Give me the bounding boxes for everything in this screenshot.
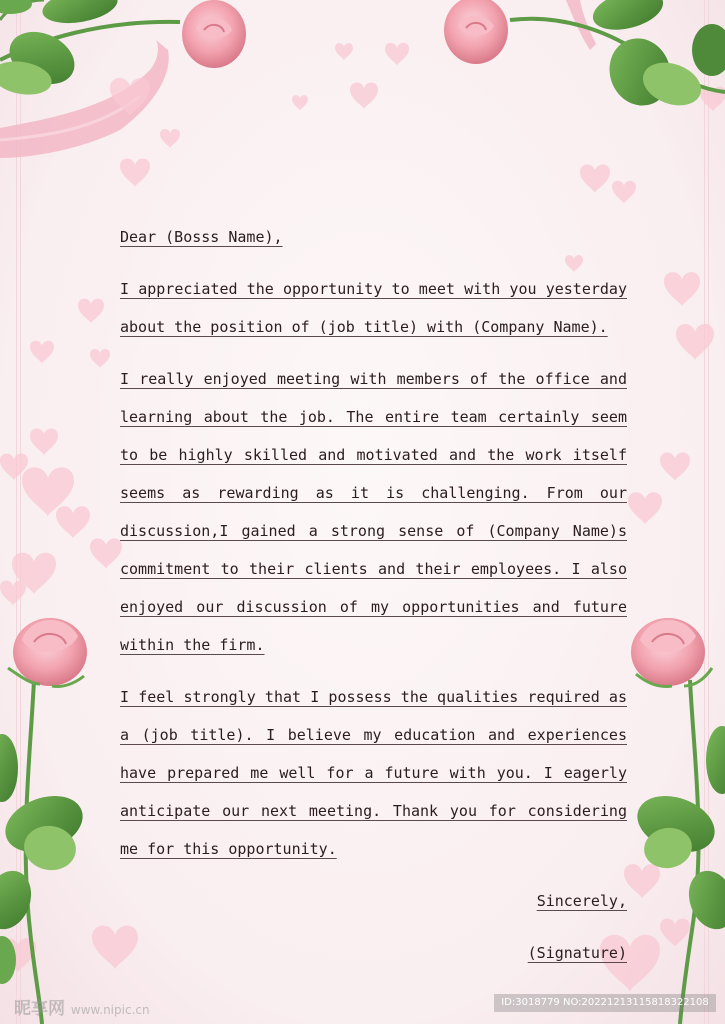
paragraph-2 bbox=[120, 360, 627, 664]
closing-text: Sincerely, bbox=[536, 892, 627, 910]
paragraph-1 bbox=[120, 270, 627, 346]
paragraph-3-text: I feel strongly that I possess the qualities required as a (job title). I believe my education and experiences have prepared me well for a future with you. I eagerly anticipate our next meeting. Thank you for considering me for this opportunity. bbox=[120, 688, 627, 858]
closing bbox=[120, 882, 627, 920]
signature bbox=[120, 934, 627, 972]
left-rose bbox=[0, 618, 90, 1024]
watermark-brand-text: 昵享网 bbox=[14, 999, 65, 1019]
paragraph-2-text: I really enjoyed meeting with members of the office and learning about the job. The entire team certainly seem to be highly skilled and motivated and the work itself seems as rewarding as it is challenging. From our discussion,I gained a strong sense of (Company Name)s commitment to their clients and their employees. I also enjoyed our discussion of my opportunities and future within the firm. bbox=[120, 370, 627, 654]
watermark-id: ID:3018779 NO:20221213115818322108 bbox=[494, 994, 716, 1012]
watermark-site-text: www.nipic.cn bbox=[70, 1003, 150, 1017]
watermark-brand bbox=[14, 994, 150, 1019]
letter-body bbox=[120, 218, 627, 972]
signature-text: (Signature) bbox=[527, 944, 627, 962]
salutation-text: Dear (Bosss Name), bbox=[120, 228, 283, 246]
salutation bbox=[120, 218, 627, 256]
paragraph-3 bbox=[120, 678, 627, 868]
paragraph-1-text: I appreciated the opportunity to meet with you yesterday about the position of (job title) with (Company Name). bbox=[120, 280, 627, 336]
